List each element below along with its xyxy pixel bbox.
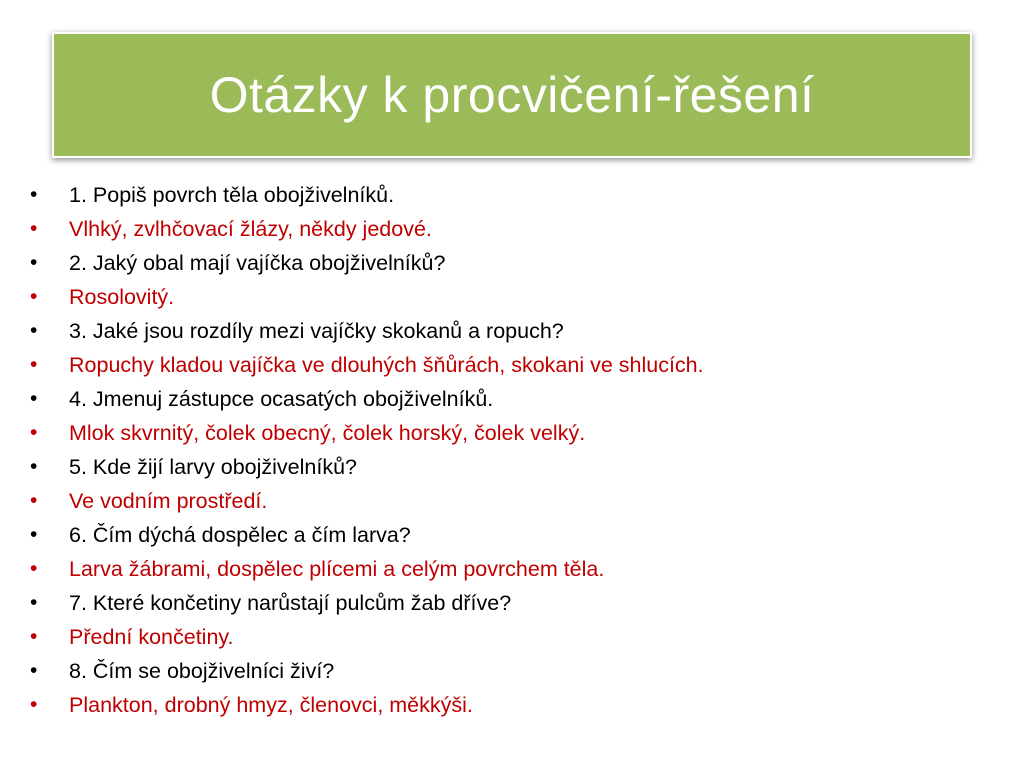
bullet-icon: •: [30, 591, 38, 614]
list-item-answer-3: [30, 348, 990, 382]
question-text: 4. Jmenuj zástupce ocasatých obojživelníků.: [69, 387, 494, 411]
answer-text: Vlhký, zvlhčovací žlázy, někdy jedové.: [69, 217, 432, 241]
bullet-icon: •: [30, 183, 38, 206]
bullet-icon: •: [30, 387, 38, 410]
qa-list: [30, 178, 990, 722]
list-item-answer-7: [30, 620, 990, 654]
bullet-icon: •: [30, 421, 38, 444]
list-item-answer-6: [30, 552, 990, 586]
answer-text: Rosolovitý.: [69, 285, 175, 309]
bullet-icon: •: [30, 217, 38, 240]
bullet-icon: •: [30, 285, 38, 308]
list-item-question-2: [30, 246, 990, 280]
answer-text: Mlok skvrnitý, čolek obecný, čolek horský, čolek velký.: [69, 421, 586, 445]
list-item-answer-8: [30, 688, 990, 722]
question-text: 5. Kde žijí larvy obojživelníků?: [69, 455, 358, 479]
list-item-answer-1: [30, 212, 990, 246]
bullet-icon: •: [30, 557, 38, 580]
bullet-icon: •: [30, 251, 38, 274]
question-text: 8. Čím se obojživelníci živí?: [69, 659, 335, 683]
list-item-answer-5: [30, 484, 990, 518]
list-item-question-5: [30, 450, 990, 484]
question-text: 6. Čím dýchá dospělec a čím larva?: [69, 523, 411, 547]
question-text: 3. Jaké jsou rozdíly mezi vajíčky skokanů a ropuch?: [69, 319, 564, 343]
bullet-icon: •: [30, 693, 38, 716]
list-item-question-6: [30, 518, 990, 552]
list-item-question-1: [30, 178, 990, 212]
answer-text: Přední končetiny.: [69, 625, 234, 649]
answer-text: Ve vodním prostředí.: [69, 489, 268, 513]
title-box: [52, 32, 972, 158]
question-text: 1. Popiš povrch těla obojživelníků.: [69, 183, 395, 207]
answer-text: Ropuchy kladou vajíčka ve dlouhých šňůrách, skokani ve shlucích.: [69, 353, 704, 377]
list-item-question-4: [30, 382, 990, 416]
list-item-answer-4: [30, 416, 990, 450]
question-text: 7. Které končetiny narůstají pulcům žab dříve?: [69, 591, 512, 615]
list-item-answer-2: [30, 280, 990, 314]
bullet-icon: •: [30, 455, 38, 478]
bullet-icon: •: [30, 319, 38, 342]
answer-text: Larva žábrami, dospělec plícemi a celým povrchem těla.: [69, 557, 605, 581]
bullet-icon: •: [30, 523, 38, 546]
bullet-icon: •: [30, 659, 38, 682]
list-item-question-3: [30, 314, 990, 348]
bullet-icon: •: [30, 353, 38, 376]
slide-title: Otázky k procvičení-řešení: [209, 67, 815, 123]
bullet-icon: •: [30, 625, 38, 648]
bullet-icon: •: [30, 489, 38, 512]
list-item-question-8: [30, 654, 990, 688]
answer-text: Plankton, drobný hmyz, členovci, měkkýši.: [69, 693, 473, 717]
list-item-question-7: [30, 586, 990, 620]
question-text: 2. Jaký obal mají vajíčka obojživelníků?: [69, 251, 446, 275]
